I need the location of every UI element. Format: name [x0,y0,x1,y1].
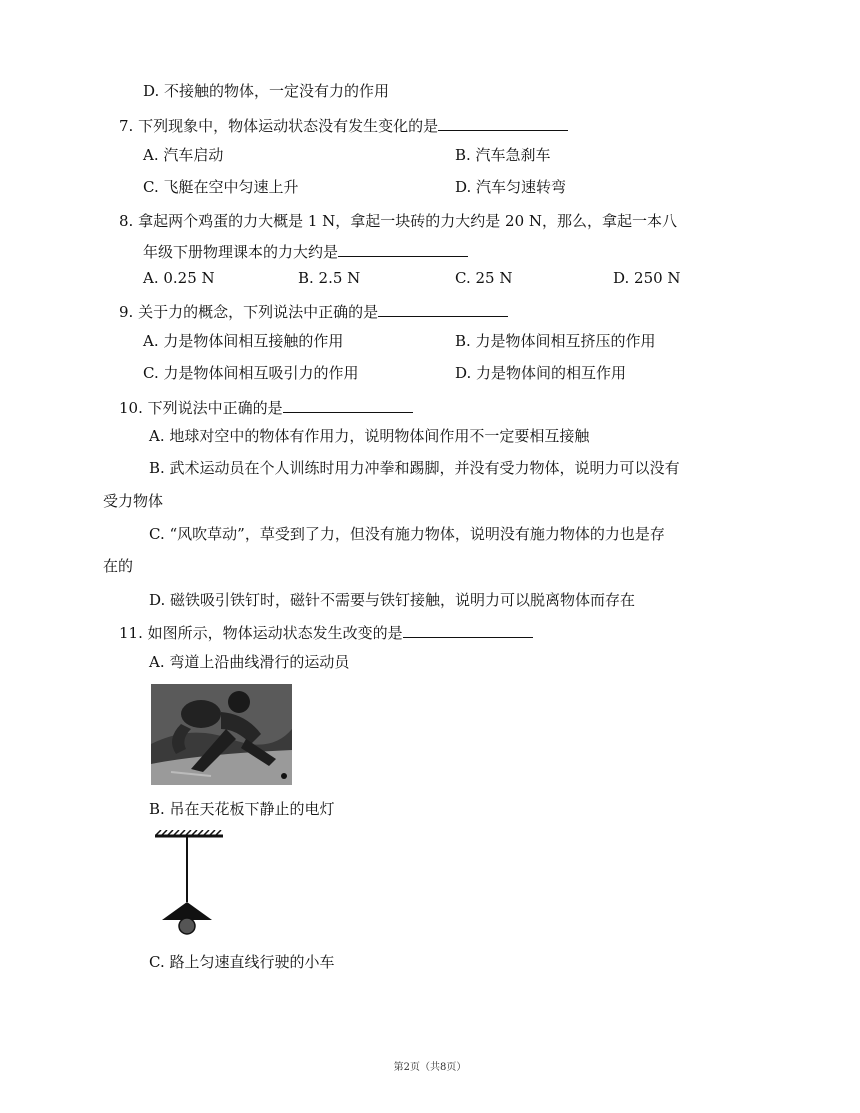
q8-stem-line2 [143,242,468,262]
q11-option-c: C. 路上匀速直线行驶的小车 [149,953,335,971]
answer-blank[interactable] [403,623,533,638]
q8-option-a: A. 0.25 N [143,269,215,287]
q11-option-a: A. 弯道上沿曲线滑行的运动员 [149,653,350,671]
q11-stem [119,623,533,643]
q10-stem [119,398,413,418]
q9-option-a: A. 力是物体间相互接触的作用 [143,332,344,350]
q10-option-c-line1: C. “风吹草动”，草受到了力，但没有施力物体，说明没有施力物体的力也是存 [149,525,665,543]
answer-blank[interactable] [438,116,568,131]
q9-option-b: B. 力是物体间相互挤压的作用 [455,332,656,350]
q10-option-d: D. 磁铁吸引铁钉时，磁针不需要与铁钉接触，说明力可以脱离物体而存在 [149,591,636,609]
q8-option-d: D. 250 N [613,269,681,287]
q9-stem [119,302,508,322]
speed-skater-photo [151,684,292,785]
q11-stem-text: 11. 如图所示，物体运动状态发生改变的是 [119,624,403,642]
q8-option-b: B. 2.5 N [298,269,361,287]
q6-option-d: D. 不接触的物体，一定没有力的作用 [143,82,390,100]
page-footer: 第2页（共8页） [393,1062,467,1073]
q9-option-c: C. 力是物体间相互吸引力的作用 [143,364,359,382]
q9-stem-text: 9. 关于力的概念，下列说法中正确的是 [119,303,379,321]
q7-option-d: D. 汽车匀速转弯 [455,178,567,196]
hanging-lamp-figure [150,830,230,940]
q10-option-b-line2: 受力物体 [103,492,164,510]
answer-blank[interactable] [283,398,413,413]
q8-stem-text: 年级下册物理课本的力大约是 [143,243,339,261]
q7-option-c: C. 飞艇在空中匀速上升 [143,178,299,196]
q11-option-b: B. 吊在天花板下静止的电灯 [149,800,335,818]
q10-option-a: A. 地球对空中的物体有作用力，说明物体间作用不一定要相互接触 [149,427,590,445]
q7-stem-text: 7. 下列现象中，物体运动状态没有发生变化的是 [119,117,439,135]
answer-blank[interactable] [338,242,468,257]
q7-option-b: B. 汽车急刹车 [455,146,551,164]
q7-option-a: A. 汽车启动 [143,146,224,164]
q10-option-b-line1: B. 武术运动员在个人训练时用力冲拳和踢脚，并没有受力物体，说明力可以没有 [149,459,680,477]
q9-option-d: D. 力是物体间的相互作用 [455,364,627,382]
q8-option-c: C. 25 N [455,269,513,287]
q7-stem [119,116,568,136]
q8-stem-line1: 8. 拿起两个鸡蛋的力大概是 1 N，拿起一块砖的力大约是 20 N，那么，拿起一本八 [119,212,678,230]
answer-blank[interactable] [378,302,508,317]
q10-stem-text: 10. 下列说法中正确的是 [119,399,283,417]
q10-option-c-line2: 在的 [103,557,134,575]
